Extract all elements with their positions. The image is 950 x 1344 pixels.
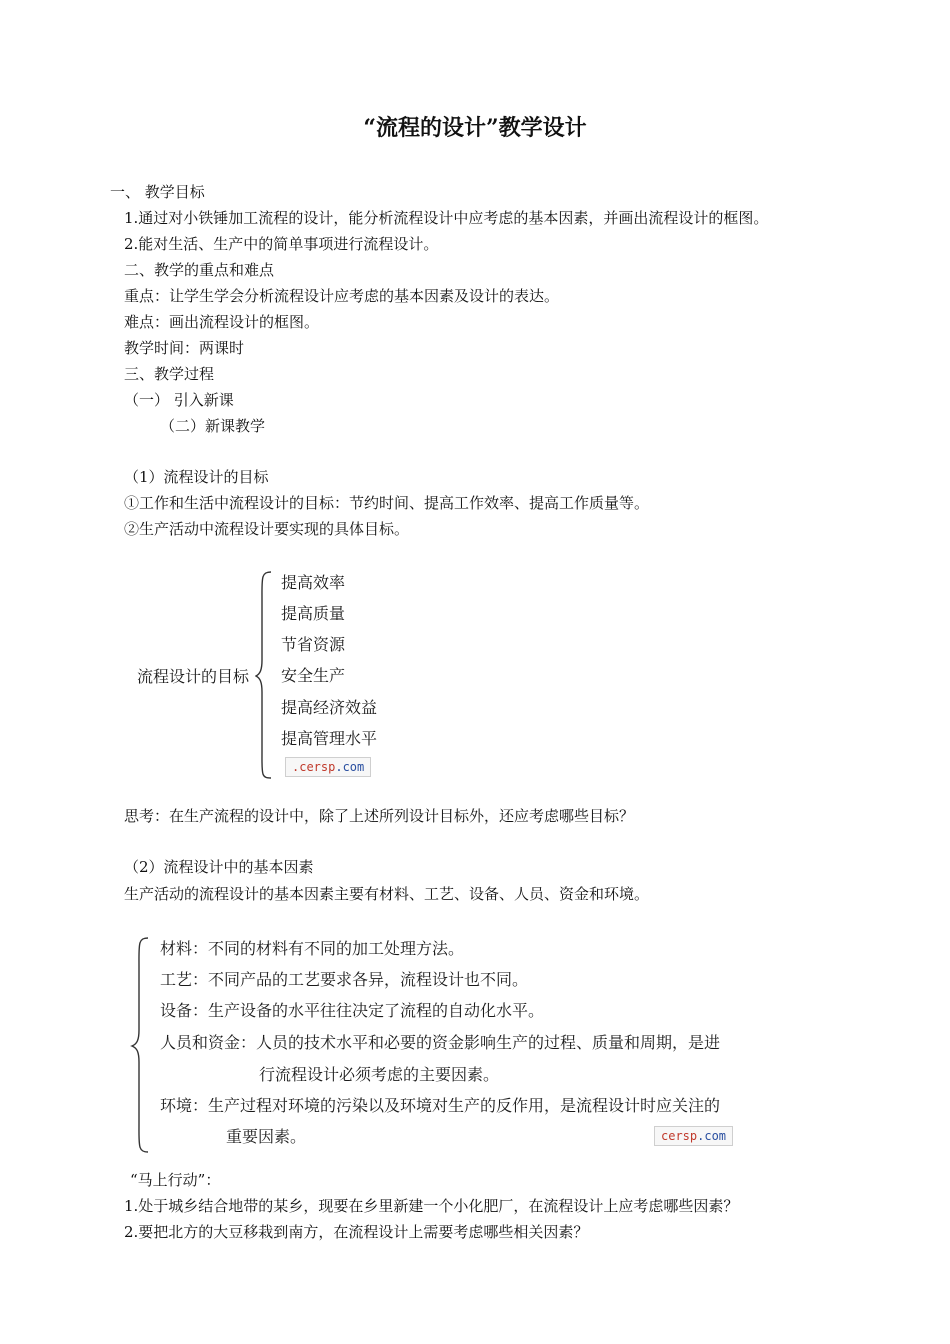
goal-item: 提高经济效益 [281,698,378,717]
objective-1: 1.通过对小铁锤加工流程的设计，能分析流程设计中应考虑的基本因素，并画出流程设计的框图。 [124,209,769,227]
key-point: 重点：让学生学会分析流程设计应考虑的基本因素及设计的表达。 [124,287,560,305]
factor-equipment: 设备：生产设备的水平往往决定了流程的自动化水平。 [160,1001,545,1020]
section-1-heading: 一、 教学目标 [110,183,205,201]
difficult-point: 难点：画出流程设计的框图。 [124,313,320,331]
goal-production: ②生产活动中流程设计要实现的具体目标。 [124,520,410,538]
process-step-2: （二）新课教学 [160,417,266,435]
action-question-2: 2.要把北方的大豆移栽到南方，在流程设计上需要考虑哪些相关因素？ [124,1223,589,1241]
watermark: cersp.com [654,1126,733,1146]
goal-item: 安全生产 [281,666,346,685]
page-title: “流程的设计”教学设计 [363,115,587,141]
action-heading: “马上行动”： [130,1171,221,1189]
goal-item: 提高效率 [281,573,346,592]
factor-people-funds: 人员和资金：人员的技术水平和必要的资金影响生产的过程、质量和周期，是进 [160,1033,721,1052]
goal-general: ①工作和生活中流程设计的目标：节约时间、提高工作效率、提高工作质量等。 [124,494,650,512]
objective-2: 2.能对生活、生产中的简单事项进行流程设计。 [124,235,439,253]
section-3-heading: 三、教学过程 [124,365,215,383]
diagram-root-label: 流程设计的目标 [137,667,250,686]
factor-process: 工艺：不同产品的工艺要求各异，流程设计也不同。 [160,970,529,989]
basic-factors: 生产活动的流程设计的基本因素主要有材料、工艺、设备、人员、资金和环境。 [124,885,650,903]
left-brace-icon [255,570,275,780]
subsection-1-heading: （1）流程设计的目标 [124,468,269,486]
factor-material: 材料：不同的材料有不同的加工处理方法。 [160,939,465,958]
factor-environment: 环境：生产过程对环境的污染以及环境对生产的反作用，是流程设计时应关注的 [160,1096,721,1115]
factor-people-funds-cont: 行流程设计必须考虑的主要因素。 [259,1065,500,1084]
goal-item: 提高质量 [281,604,346,623]
subsection-2-heading: （2）流程设计中的基本因素 [124,858,314,876]
process-step-1: （一） 引入新课 [124,391,234,409]
factor-environment-cont: 重要因素。 [226,1127,307,1146]
goal-item: 节省资源 [281,635,346,654]
watermark: .cersp.com [285,757,371,777]
left-brace-icon [130,936,152,1154]
action-question-1: 1.处于城乡结合地带的某乡，现要在乡里新建一个小化肥厂，在流程设计上应考虑哪些因素？ [124,1197,739,1215]
teaching-time: 教学时间：两课时 [124,339,245,357]
think-question: 思考：在生产流程的设计中，除了上述所列设计目标外，还应考虑哪些目标？ [124,807,635,825]
section-2-heading: 二、教学的重点和难点 [124,261,275,279]
goal-item: 提高管理水平 [281,729,378,748]
